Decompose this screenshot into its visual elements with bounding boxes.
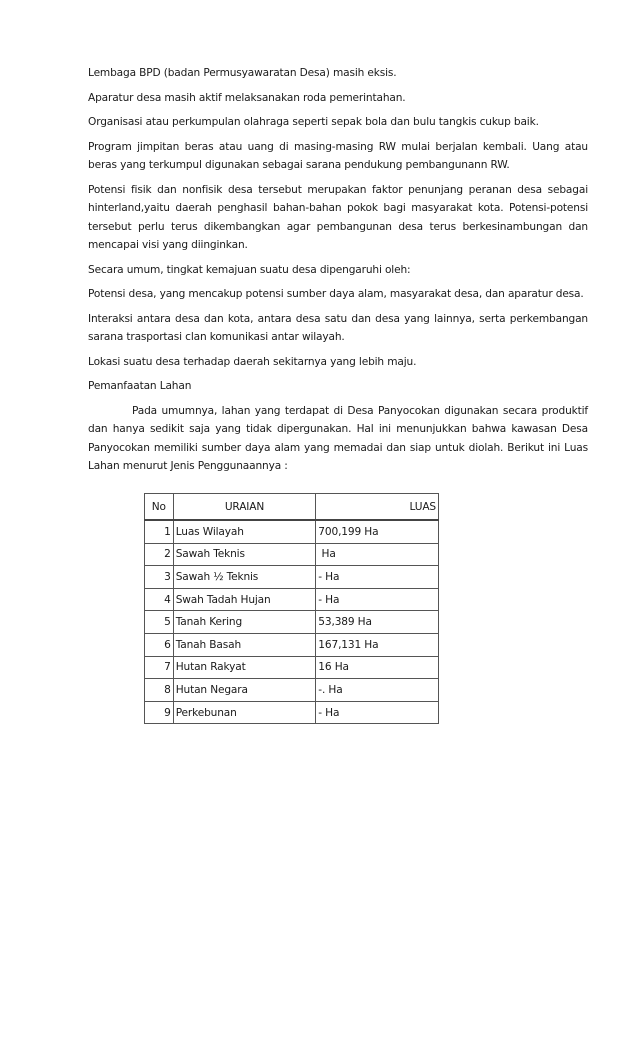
cell-no: 5 <box>145 611 174 634</box>
paragraph-potensi: Potensi fisik dan nonfisik desa tersebut merupakan faktor penunjang peranan desa sebagai hinterland,yaitu daerah penghasil bahan-bahan pokok bagi masyarakat kota. Potensi-potensi tersebut perlu terus dikembangkan agar pembangunan desa terus berkesinambungan dan mencapai visi yang diinginkan. <box>88 183 588 251</box>
cell-uraian: Hutan Rakyat <box>173 656 316 679</box>
cell-uraian: Tanah Basah <box>173 633 316 656</box>
cell-no: 3 <box>145 566 174 589</box>
paragraph-kemajuan: Secara umum, tingkat kemajuan suatu desa dipengaruhi oleh: <box>88 263 411 276</box>
cell-no: 4 <box>145 588 174 611</box>
header-no: No <box>145 494 174 521</box>
land-use-table <box>144 493 439 724</box>
table-row <box>145 656 439 679</box>
cell-luas: 700,199 Ha <box>316 520 439 543</box>
header-uraian: URAIAN <box>173 494 316 521</box>
cell-uraian: Hutan Negara <box>173 679 316 702</box>
table-row <box>145 679 439 702</box>
paragraph-pemanfaatan: Pada umumnya, lahan yang terdapat di Desa Panyocokan digunakan secara produktif dan hanya sedikit saja yang tidak dipergunakan. Hal ini menunjukkan bahwa kawasan Desa Panyocokan memiliki sumber daya alam yang memadai dan siap untuk diolah. Berikut ini Luas Lahan menurut Jenis Penggunaannya : <box>88 404 588 472</box>
cell-no: 8 <box>145 679 174 702</box>
cell-no: 6 <box>145 633 174 656</box>
cell-uraian: Perkebunan <box>173 701 316 724</box>
table-row <box>145 520 439 543</box>
table-row <box>145 611 439 634</box>
cell-luas: -. Ha <box>316 679 439 702</box>
cell-uraian: Sawah ½ Teknis <box>173 566 316 589</box>
paragraph-interaksi: Interaksi antara desa dan kota, antara desa satu dan desa yang lainnya, serta perkembangan sarana trasportasi clan komunikasi antar wilayah. <box>88 312 588 343</box>
table-row <box>145 701 439 724</box>
cell-no: 7 <box>145 656 174 679</box>
cell-luas: 53,389 Ha <box>316 611 439 634</box>
cell-no: 9 <box>145 701 174 724</box>
cell-uraian: Swah Tadah Hujan <box>173 588 316 611</box>
paragraph-bpd: Lembaga BPD (badan Permusyawaratan Desa) masih eksis. <box>88 67 397 79</box>
cell-luas: - Ha <box>316 588 439 611</box>
paragraph-organisasi: Organisasi atau perkumpulan olahraga seperti sepak bola dan bulu tangkis cukup baik. <box>88 116 539 128</box>
cell-uraian: Tanah Kering <box>173 611 316 634</box>
header-luas: LUAS <box>316 494 439 521</box>
table-row <box>145 633 439 656</box>
cell-no: 1 <box>145 520 174 543</box>
document-body <box>88 64 588 482</box>
cell-luas: 16 Ha <box>316 656 439 679</box>
cell-uraian: Sawah Teknis <box>173 543 316 566</box>
table-row <box>145 543 439 566</box>
table-row <box>145 566 439 589</box>
paragraph-jimpitan: Program jimpitan beras atau uang di masing-masing RW mulai berjalan kembali. Uang atau beras yang terkumpul digunakan sebagai sarana pendukung pembangunann RW. <box>88 140 588 171</box>
cell-luas: Ha <box>316 543 439 566</box>
section-heading-pemanfaatan-lahan: Pemanfaatan Lahan <box>88 380 192 392</box>
paragraph-aparatur: Aparatur desa masih aktif melaksanakan roda pemerintahan. <box>88 91 406 104</box>
table-header-row <box>145 494 439 521</box>
cell-luas: - Ha <box>316 566 439 589</box>
paragraph-potensi-desa: Potensi desa, yang mencakup potensi sumber daya alam, masyarakat desa, dan aparatur desa. <box>88 288 584 300</box>
cell-luas: 167,131 Ha <box>316 633 439 656</box>
paragraph-lokasi: Lokasi suatu desa terhadap daerah sekitarnya yang lebih maju. <box>88 355 417 368</box>
cell-luas: - Ha <box>316 701 439 724</box>
table-row <box>145 588 439 611</box>
cell-uraian: Luas Wilayah <box>173 520 316 543</box>
cell-no: 2 <box>145 543 174 566</box>
